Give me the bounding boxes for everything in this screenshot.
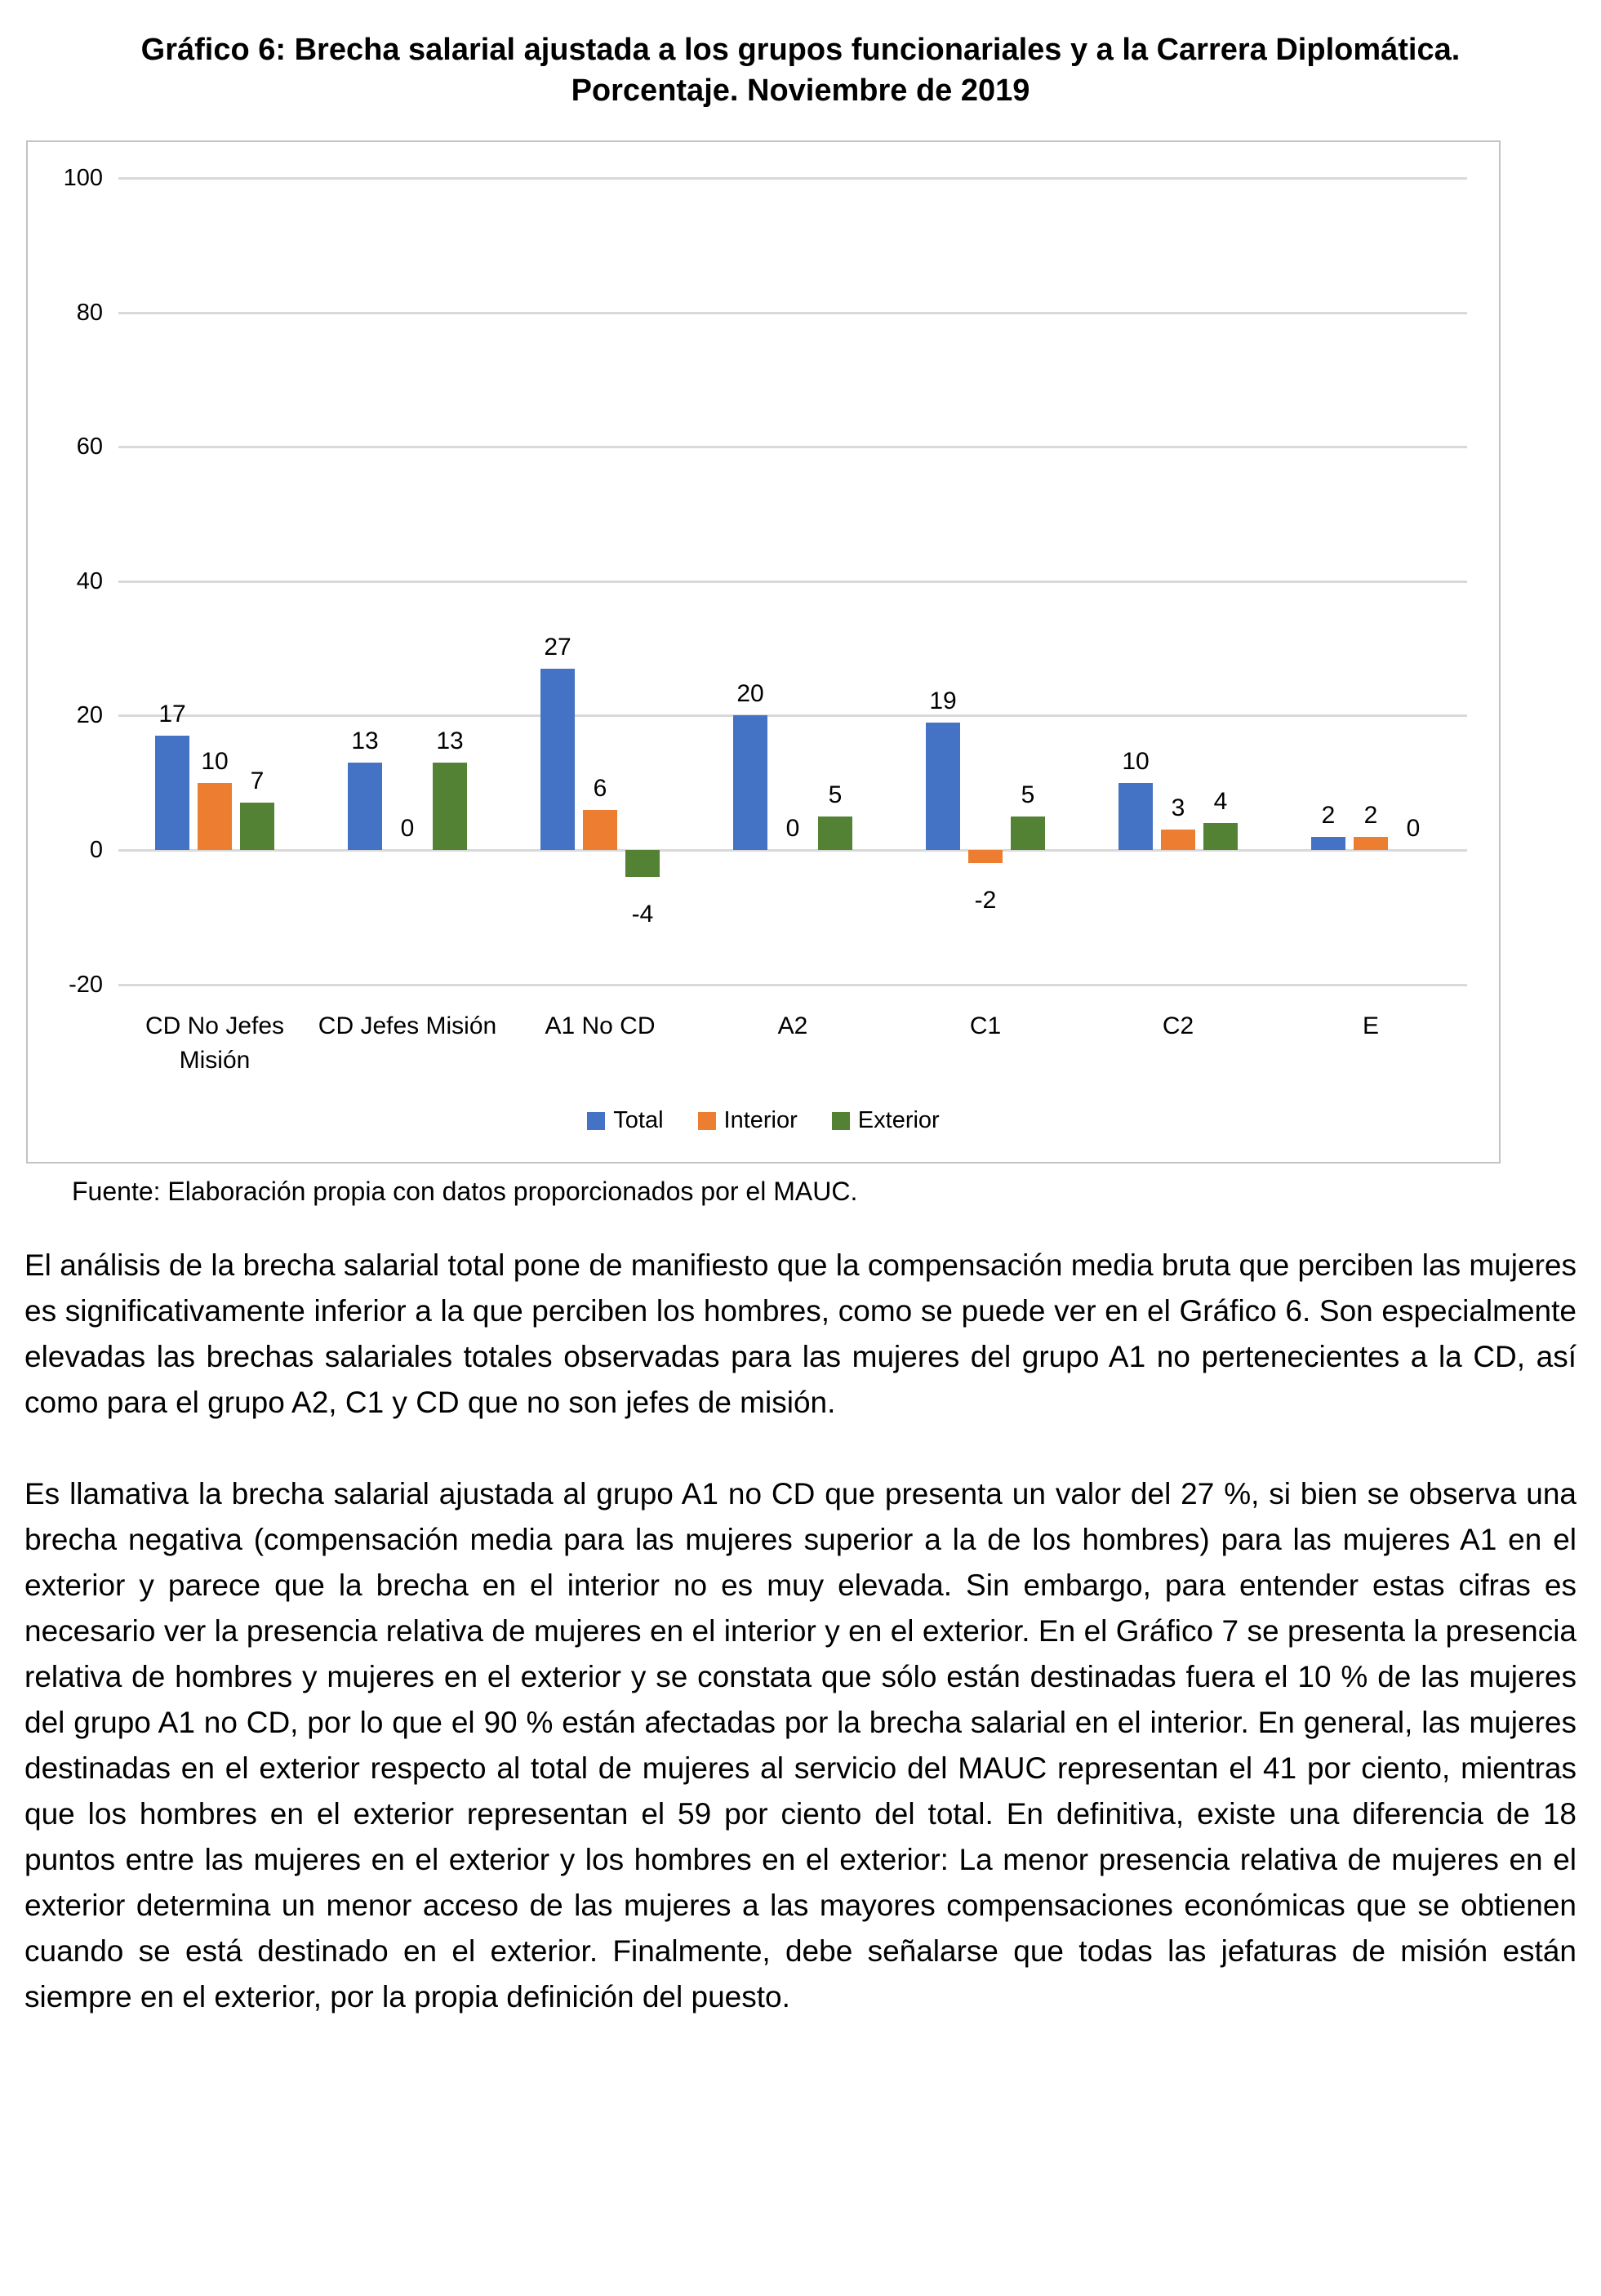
bar-value-label: 13 (436, 728, 464, 754)
y-tick-label: 0 (89, 837, 103, 863)
gridline (118, 984, 1467, 986)
bar-exterior-2 (625, 850, 660, 877)
bar-total-6 (1311, 837, 1345, 850)
y-tick-label: -20 (69, 971, 103, 998)
y-tick-label: 40 (76, 567, 103, 594)
bar-value-label: 2 (1363, 801, 1378, 829)
bar-interior-4 (968, 850, 1003, 863)
legend-item-exterior (832, 1107, 940, 1134)
bar-value-label: -4 (631, 900, 654, 928)
legend-item-interior (698, 1107, 798, 1134)
bar-total-4 (926, 723, 960, 850)
legend-item-total (587, 1107, 663, 1134)
bar-value-label: 13 (351, 728, 379, 754)
bar-value-label: -2 (974, 887, 997, 914)
y-tick-label: 100 (63, 165, 103, 191)
source-note: Fuente: Elaboración propia con datos proporcionados por el MAUC. (72, 1177, 858, 1206)
bar-value-label: 5 (828, 781, 843, 808)
document-page (0, 29, 1601, 2020)
gridline (118, 177, 1467, 180)
bar-value-label: 10 (1122, 747, 1150, 775)
legend-swatch-icon (832, 1112, 850, 1130)
gridline (118, 581, 1467, 583)
category-label-3: A2 (777, 1012, 808, 1039)
bar-exterior-0 (240, 803, 274, 850)
chart-title: Gráfico 6: Brecha salarial ajustada a los grupos funcionariales y a la Carrera Diplomática. Porcentaje. Noviembre de 2019 (140, 33, 1461, 108)
bar-value-label: 5 (1021, 781, 1035, 808)
bar-value-label: 19 (929, 687, 957, 714)
gridline (118, 849, 1467, 852)
y-tick-label: 60 (76, 434, 103, 461)
bar-exterior-1 (433, 763, 467, 850)
bar-chart (26, 140, 1501, 1164)
bar-value-label: 6 (593, 774, 607, 802)
legend-label: Total (613, 1107, 664, 1133)
bar-exterior-3 (818, 817, 852, 850)
category-label-0: CD No Jefes Misión (145, 1012, 285, 1074)
bar-interior-5 (1161, 830, 1195, 850)
bar-value-label: 17 (158, 701, 186, 728)
legend-swatch-icon (587, 1112, 605, 1130)
category-label-6: E (1362, 1012, 1379, 1039)
bar-interior-2 (583, 810, 617, 850)
bar-exterior-4 (1011, 817, 1045, 850)
gridline (118, 446, 1467, 448)
legend-swatch-icon (698, 1112, 716, 1130)
bar-value-label: 3 (1171, 794, 1185, 822)
body-paragraph-2: Es llamativa la brecha salarial ajustada al grupo A1 no CD que presenta un valor del 27 %, si bien se observa una brecha negativa (compensación media para las mujeres superior a la de los hombres) para las mujeres A1 en el exterior y parece que la brecha en el interior no es muy elevada. Sin embargo, para entender estas cifras es necesario ver la presencia relativa de mujeres en el interior y en el exterior. En el Gráfico 7 se presenta la presencia relativa de hombres y mujeres en el exterior y se constata que sólo están destinadas fuera el 10 % de las mujeres del grupo A1 no CD, por lo que el 90 % están afectadas por la brecha salarial en el interior. En general, las mujeres destinadas en el exterior respecto al total de mujeres al servicio del MAUC representan el 41 por ciento, mientras que los hombres en el exterior representan el 59 por ciento del total. En definitiva, existe una diferencia de 18 puntos entre las mujeres en el exterior y los hombres en el exterior: La menor presencia relativa de mujeres en el exterior determina un menor acceso de las mujeres a las mayores compensaciones económicas que se obtienen cuando se está destinado en el exterior. Finalmente, debe señalarse que todas las jefaturas de misión están siempre en el exterior, por la propia definición del puesto. (24, 1477, 1577, 2013)
bar-value-label: 0 (400, 815, 415, 842)
bar-value-label: 4 (1213, 788, 1228, 816)
legend-label: Interior (723, 1107, 798, 1133)
bar-value-label: 0 (1406, 815, 1421, 842)
category-label-2: A1 No CD (545, 1012, 656, 1039)
bar-value-label: 2 (1321, 801, 1336, 829)
gridline (118, 714, 1467, 717)
bar-value-label: 0 (785, 815, 800, 842)
bar-value-label: 20 (736, 680, 764, 708)
bar-value-label: 7 (250, 768, 265, 795)
y-tick-label: 20 (76, 702, 103, 729)
bar-exterior-5 (1203, 823, 1238, 850)
gridline (118, 312, 1467, 314)
category-label-1: CD Jefes Misión (318, 1012, 497, 1039)
body-paragraph-1: El análisis de la brecha salarial total pone de manifiesto que la compensación media bruta que perciben las mujeres es significativamente inferior a la que perciben los hombres, como se puede ver en el Gráfico 6. Son especialmente elevadas las brechas salariales totales observadas para las mujeres del grupo A1 no pertenecientes a la CD, así como para el grupo A2, C1 y CD que no son jefes de misión. (24, 1248, 1577, 1419)
category-label-4: C1 (969, 1012, 1002, 1039)
category-label-5: C2 (1162, 1012, 1194, 1039)
bar-value-label: 27 (544, 633, 571, 661)
legend-label: Exterior (857, 1107, 940, 1133)
bar-value-label: 10 (201, 747, 229, 775)
chart-legend (28, 1107, 1499, 1134)
y-tick-label: 80 (76, 299, 103, 326)
bar-total-2 (540, 669, 575, 850)
